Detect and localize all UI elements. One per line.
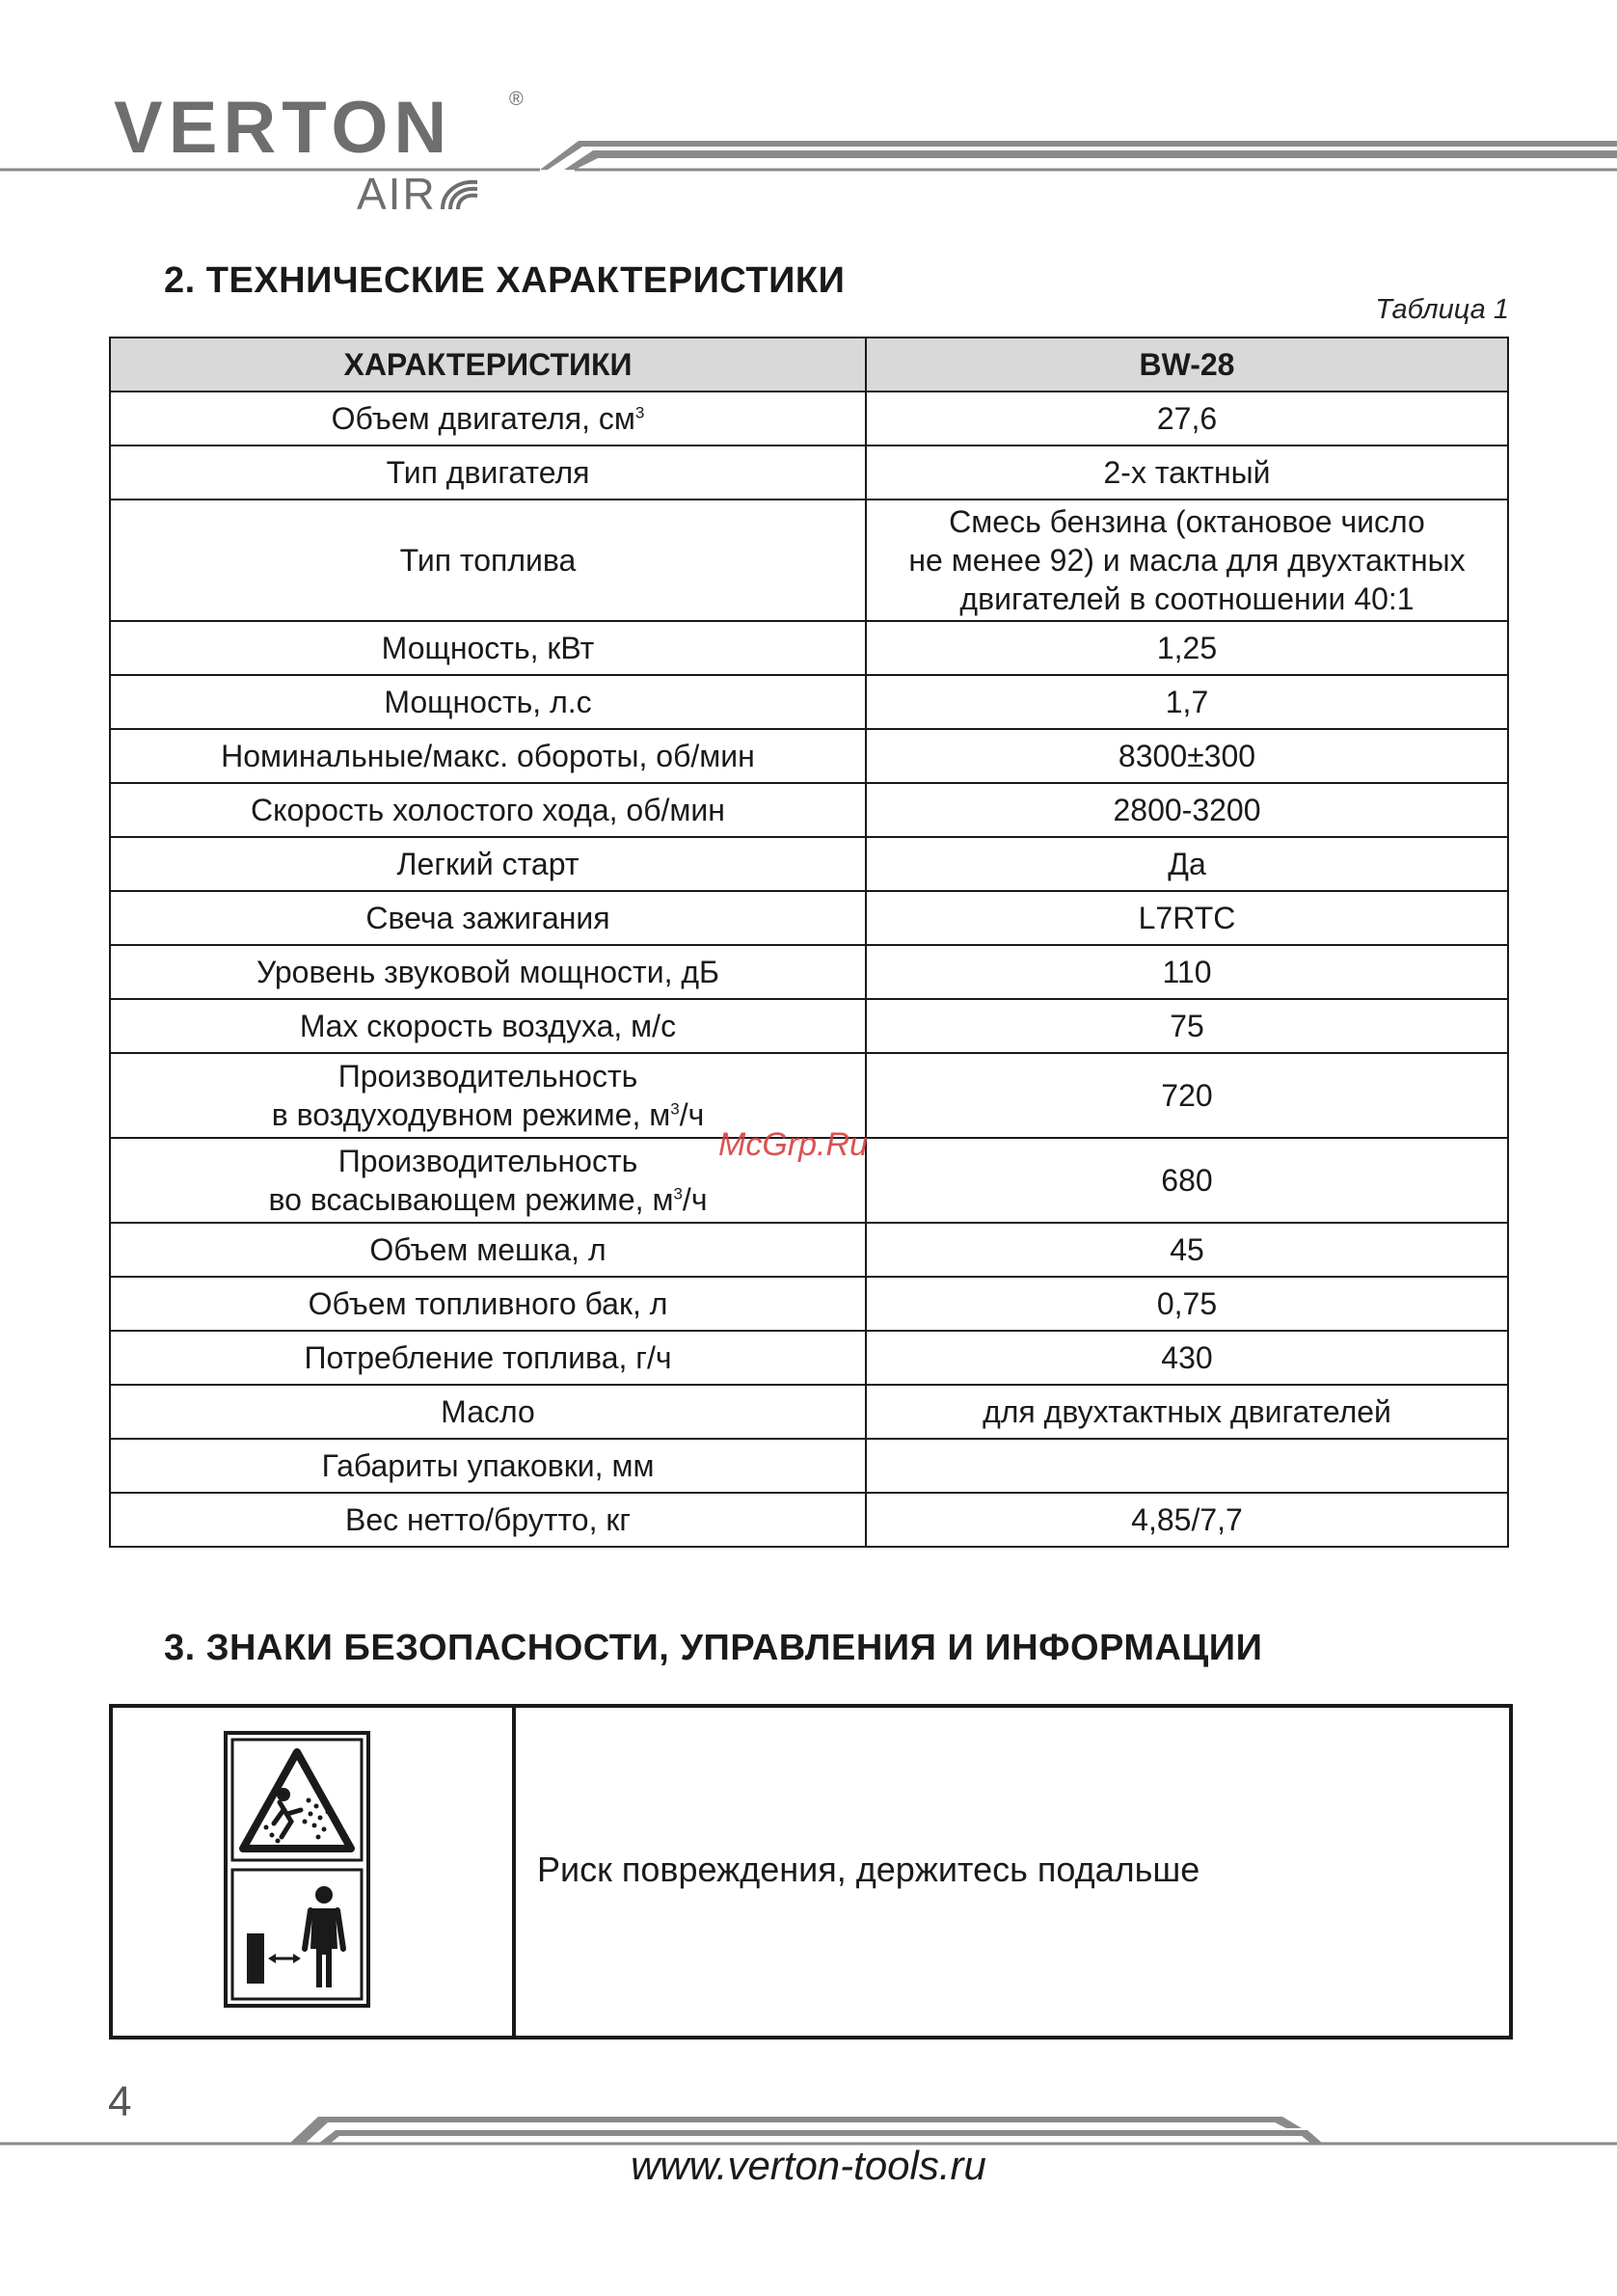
row-value: 27,6 <box>866 392 1508 446</box>
table-header-row <box>110 338 1508 392</box>
safety-sign-description: Риск повреждения, держитесь подальше <box>537 1850 1200 1889</box>
footer-website-link[interactable]: www.verton-tools.ru <box>631 2143 986 2188</box>
row-value: L7RTC <box>866 891 1508 945</box>
row-label: Объем мешка, л <box>110 1223 866 1277</box>
flying-debris-warning-icon <box>224 1731 370 2008</box>
sub-brand-text: AIR <box>357 169 437 219</box>
row-value: 2800-3200 <box>866 783 1508 837</box>
table-row <box>110 729 1508 783</box>
table-row <box>110 783 1508 837</box>
row-label: Легкий старт <box>110 837 866 891</box>
row-label: Max скорость воздуха, м/с <box>110 999 866 1053</box>
row-value: 75 <box>866 999 1508 1053</box>
safety-table-divider <box>512 1704 516 2039</box>
table-row <box>110 1053 1508 1138</box>
footer-stripe-decoration <box>0 2107 1617 2146</box>
table-row <box>110 1439 1508 1493</box>
row-label: Мощность, кВт <box>110 621 866 675</box>
row-label: Масло <box>110 1385 866 1439</box>
value-line: Смесь бензина (октановое число <box>949 504 1425 539</box>
row-label: Объем двигателя, $см^3$ <box>110 392 866 446</box>
row-value: 110 <box>866 945 1508 999</box>
row-label: Тип топлива <box>110 500 866 621</box>
row-label: Мощность, л.с <box>110 675 866 729</box>
row-label: Уровень звуковой мощности, дБ <box>110 945 866 999</box>
row-value: 1,25 <box>866 621 1508 675</box>
row-value: 2-х тактный <box>866 446 1508 500</box>
row-value: 8300±300 <box>866 729 1508 783</box>
table-caption: Таблица 1 <box>1375 294 1509 325</box>
row-label: Скорость холостого хода, об/мин <box>110 783 866 837</box>
specifications-table <box>109 337 1509 1548</box>
table-row <box>110 999 1508 1053</box>
section-title-specifications: 2. ТЕХНИЧЕСКИЕ ХАРАКТЕРИСТИКИ <box>164 260 846 301</box>
row-label: Потребление топлива, г/ч <box>110 1331 866 1385</box>
row-label: Номинальные/макс. обороты, об/мин <box>110 729 866 783</box>
row-value: 720 <box>866 1053 1508 1138</box>
column-header-characteristic: ХАРАКТЕРИСТИКИ <box>110 338 866 392</box>
row-label: Габариты упаковки, мм <box>110 1439 866 1493</box>
row-label: Тип двигателя <box>110 446 866 500</box>
table-row <box>110 1223 1508 1277</box>
table-row <box>110 1493 1508 1547</box>
row-value: 680 <box>866 1138 1508 1223</box>
section-title-safety-signs: 3. ЗНАКИ БЕЗОПАСНОСТИ, УПРАВЛЕНИЯ И ИНФОРМАЦИИ <box>164 1628 1263 1668</box>
header-stripe-decoration <box>0 125 1617 183</box>
row-value: 430 <box>866 1331 1508 1385</box>
table-row <box>110 446 1508 500</box>
brand-logo-text: VERTON <box>114 87 453 169</box>
table-row <box>110 675 1508 729</box>
row-value <box>866 1439 1508 1493</box>
value-line: не менее 92) и масла для двухтактных <box>908 543 1466 578</box>
table-row <box>110 891 1508 945</box>
row-label: Объем топливного бак, л <box>110 1277 866 1331</box>
table-row <box>110 837 1508 891</box>
row-value: 4,85/7,7 <box>866 1493 1508 1547</box>
watermark: McGrp.Ru <box>718 1126 868 1163</box>
table-row <box>110 621 1508 675</box>
row-value: Да <box>866 837 1508 891</box>
table-row <box>110 500 1508 621</box>
row-label: Свеча зажигания <box>110 891 866 945</box>
page-number: 4 <box>108 2078 132 2125</box>
row-label: Производительность во всасывающем режиме, $м^3/ч$ <box>110 1138 866 1223</box>
table-row <box>110 1331 1508 1385</box>
table-row <box>110 392 1508 446</box>
table-row <box>110 945 1508 999</box>
row-label: Вес нетто/брутто, кг <box>110 1493 866 1547</box>
row-value: 45 <box>866 1223 1508 1277</box>
column-header-model: BW-28 <box>866 338 1508 392</box>
registered-mark: ® <box>509 89 524 110</box>
table-row <box>110 1277 1508 1331</box>
row-value: для двухтактных двигателей <box>866 1385 1508 1439</box>
row-label: Производительность в воздуходувном режиме, $м^3/ч$ <box>110 1053 866 1138</box>
row-value: 0,75 <box>866 1277 1508 1331</box>
table-row <box>110 1385 1508 1439</box>
row-value <box>866 500 1508 621</box>
row-value: 1,7 <box>866 675 1508 729</box>
value-line: двигателей в соотношении 40:1 <box>959 581 1415 616</box>
